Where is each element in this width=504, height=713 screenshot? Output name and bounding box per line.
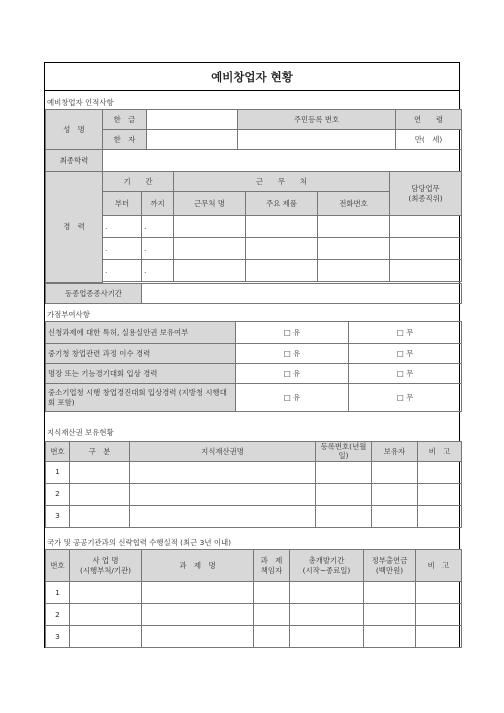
- rnd-cell[interactable]: [290, 604, 364, 626]
- rnd-cell[interactable]: [254, 582, 290, 604]
- ip-cell[interactable]: [418, 461, 462, 483]
- career-product-field[interactable]: [246, 216, 318, 238]
- rnd-cell[interactable]: [70, 582, 142, 604]
- yes-checkbox[interactable]: □ 유: [236, 384, 349, 412]
- incentive-table: [45, 321, 462, 412]
- rnd-row-number: 1: [46, 582, 70, 604]
- ip-section-heading: 지식재산권 보유현황: [47, 428, 114, 437]
- ip-row-number: 3: [46, 505, 70, 527]
- ip-header-note: 비 고: [418, 442, 462, 462]
- rrn-label: 주민등록 번호: [238, 110, 396, 130]
- ip-cell[interactable]: [70, 483, 130, 505]
- career-to-field[interactable]: .: [142, 260, 174, 282]
- career-phone-field[interactable]: [318, 260, 390, 282]
- ip-cell[interactable]: [316, 461, 372, 483]
- career-to-field[interactable]: .: [142, 216, 174, 238]
- ip-cell[interactable]: [372, 505, 418, 527]
- career-phone-field[interactable]: [318, 238, 390, 260]
- rnd-header-task: 과 제 명: [142, 550, 254, 582]
- from-header: 부터: [103, 192, 142, 216]
- career-table: [45, 171, 462, 283]
- rnd-header-no: 번호: [46, 550, 70, 582]
- incentive-item: 중기청 창업관련 과정 이수 경력: [46, 344, 236, 364]
- no-checkbox[interactable]: □ 무: [349, 364, 462, 384]
- age-label: 연 령: [396, 110, 462, 130]
- duty-header: 담당업무 (최종직위): [390, 172, 462, 216]
- rnd-cell[interactable]: [70, 626, 142, 648]
- rnd-cell[interactable]: [364, 582, 416, 604]
- ip-cell[interactable]: [316, 483, 372, 505]
- rnd-cell[interactable]: [290, 582, 364, 604]
- ip-header-regno: 등록번호(년월일): [316, 442, 372, 462]
- ip-cell[interactable]: [372, 483, 418, 505]
- company-header: 근무처 명: [174, 192, 246, 216]
- career-company-field[interactable]: [174, 216, 246, 238]
- rnd-cell[interactable]: [416, 626, 462, 648]
- rnd-header-period: 총개발기간 (시작~종료일): [290, 550, 364, 582]
- yes-checkbox[interactable]: □ 유: [236, 364, 349, 384]
- page-title: 예비창업자 현황: [45, 63, 459, 91]
- name-label: 성 명: [46, 110, 103, 150]
- rnd-header-lead: 과 제 책임자: [254, 550, 290, 582]
- ip-cell[interactable]: [130, 505, 316, 527]
- career-product-field[interactable]: [246, 260, 318, 282]
- incentive-item: 중소기업청 시행 창업경진대회 입상경력 (지방청 시행대회 포함): [46, 384, 236, 412]
- ip-header-type: 구 분: [70, 442, 130, 462]
- career-label: 경 력: [46, 172, 103, 283]
- ip-cell[interactable]: [130, 483, 316, 505]
- rnd-cell[interactable]: [254, 604, 290, 626]
- rnd-cell[interactable]: [364, 604, 416, 626]
- career-duty-field[interactable]: [390, 260, 462, 282]
- career-product-field[interactable]: [246, 238, 318, 260]
- ip-cell[interactable]: [70, 461, 130, 483]
- ip-header-name: 지식재산권명: [130, 442, 316, 462]
- period-header: 기 간: [103, 172, 174, 192]
- ip-cell[interactable]: [418, 483, 462, 505]
- career-from-field[interactable]: .: [103, 216, 142, 238]
- rnd-cell[interactable]: [416, 604, 462, 626]
- incentive-section-heading: 가점부여사항: [47, 310, 90, 319]
- rnd-cell[interactable]: [416, 582, 462, 604]
- incentive-item: 명장 또는 기능경기대회 입상 경력: [46, 364, 236, 384]
- industry-table: [45, 283, 462, 304]
- career-from-field[interactable]: .: [103, 260, 142, 282]
- ip-cell[interactable]: [70, 505, 130, 527]
- rnd-table: [45, 549, 462, 648]
- career-to-field[interactable]: .: [142, 238, 174, 260]
- hangul-name-field[interactable]: [147, 110, 238, 130]
- rnd-cell[interactable]: [142, 626, 254, 648]
- career-from-field[interactable]: .: [103, 238, 142, 260]
- form: [44, 62, 460, 648]
- ip-header-holder: 보유자: [372, 442, 418, 462]
- yes-checkbox[interactable]: □ 유: [236, 322, 349, 344]
- rnd-section-heading: 국가 및 공공기관과의 신략협력 수행실적 (최근 3년 이내): [47, 538, 231, 547]
- hanja-label: 한 자: [103, 130, 147, 150]
- rnd-header-note: 비 고: [416, 550, 462, 582]
- rnd-row-number: 2: [46, 604, 70, 626]
- ip-table: [45, 441, 462, 528]
- age-field[interactable]: 만( 세): [396, 130, 462, 150]
- ip-cell[interactable]: [130, 461, 316, 483]
- incentive-item: 신청과제에 대한 특허, 실용실안권 보유여부: [46, 322, 236, 344]
- rnd-cell[interactable]: [364, 626, 416, 648]
- no-checkbox[interactable]: □ 무: [349, 384, 462, 412]
- rnd-cell[interactable]: [142, 604, 254, 626]
- yes-checkbox[interactable]: □ 유: [236, 344, 349, 364]
- rnd-cell[interactable]: [290, 626, 364, 648]
- no-checkbox[interactable]: □ 무: [349, 344, 462, 364]
- ip-cell[interactable]: [372, 461, 418, 483]
- ip-header-no: 번호: [46, 442, 70, 462]
- personal-table: [45, 109, 462, 172]
- no-checkbox[interactable]: □ 무: [349, 322, 462, 344]
- education-label: 최종학력: [46, 150, 103, 172]
- workplace-header: 근 무 처: [174, 172, 390, 192]
- industry-field[interactable]: [142, 284, 462, 304]
- personal-section-heading: 예비창업자 인적사항: [47, 98, 114, 107]
- ip-row-number: 2: [46, 483, 70, 505]
- phone-header: 전화번호: [318, 192, 390, 216]
- ip-cell[interactable]: [316, 505, 372, 527]
- rnd-cell[interactable]: [142, 582, 254, 604]
- rnd-row-number: 3: [46, 626, 70, 648]
- product-header: 주요 제품: [246, 192, 318, 216]
- career-phone-field[interactable]: [318, 216, 390, 238]
- ip-cell[interactable]: [418, 505, 462, 527]
- ip-row-number: 1: [46, 461, 70, 483]
- rnd-cell[interactable]: [70, 604, 142, 626]
- rrn-field[interactable]: [238, 130, 396, 150]
- career-company-field[interactable]: [174, 238, 246, 260]
- career-duty-field[interactable]: [390, 216, 462, 238]
- rnd-header-fund: 정부출연금 (백만원): [364, 550, 416, 582]
- education-field[interactable]: [103, 150, 462, 172]
- career-company-field[interactable]: [174, 260, 246, 282]
- hangul-label: 한 글: [103, 110, 147, 130]
- to-header: 까지: [142, 192, 174, 216]
- rnd-header-project: 사 업 명 (시행부처/기관): [70, 550, 142, 582]
- rnd-cell[interactable]: [254, 626, 290, 648]
- career-duty-field[interactable]: [390, 238, 462, 260]
- industry-label: 동종업종종사기간: [46, 284, 142, 304]
- hanja-name-field[interactable]: [147, 130, 238, 150]
